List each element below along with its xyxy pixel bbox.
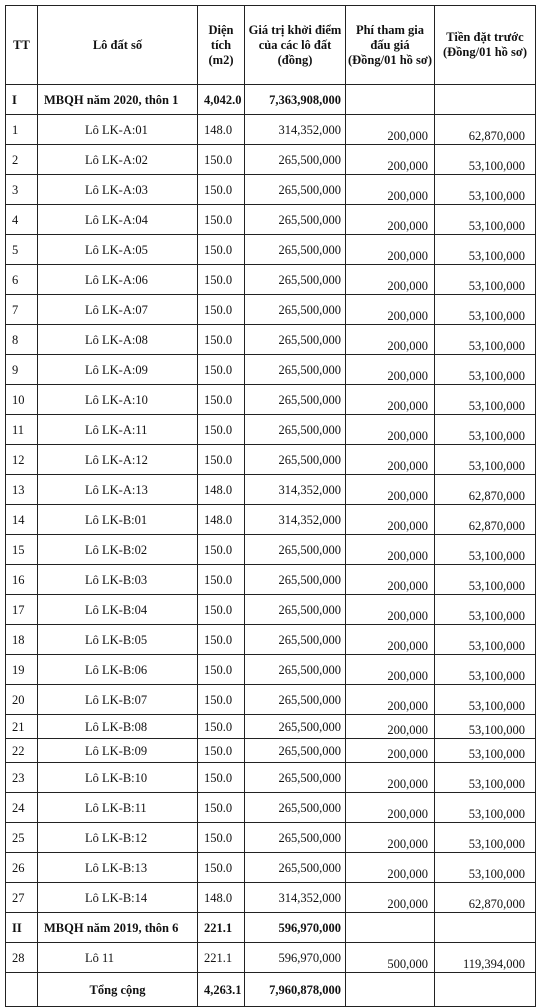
- header-lot: Lô đất số: [38, 6, 198, 85]
- row-area: 150.0: [198, 385, 245, 415]
- row-deposit: 53,100,000: [435, 445, 536, 475]
- total-label: Tổng cộng: [38, 973, 198, 1007]
- row-area: 150.0: [198, 325, 245, 355]
- document-page: [5, 5, 535, 1007]
- row-lot: Lô LK-A:05: [38, 235, 198, 265]
- row-fee: 200,000: [346, 265, 435, 295]
- row-lot: Lô LK-A:06: [38, 265, 198, 295]
- row-fee: 200,000: [346, 205, 435, 235]
- table-row: [6, 823, 536, 853]
- row-fee: 200,000: [346, 505, 435, 535]
- table-row: [6, 739, 536, 763]
- row-value: 265,500,000: [245, 265, 346, 295]
- table-row: [6, 295, 536, 325]
- row-fee: 200,000: [346, 595, 435, 625]
- row-number: 18: [6, 625, 38, 655]
- total-fee: [346, 973, 435, 1007]
- row-fee: 200,000: [346, 853, 435, 883]
- row-fee: 200,000: [346, 763, 435, 793]
- row-value: 265,500,000: [245, 655, 346, 685]
- total-area: 4,263.1: [198, 973, 245, 1007]
- row-deposit: 53,100,000: [435, 823, 536, 853]
- row-value: 314,352,000: [245, 115, 346, 145]
- table-row: [6, 793, 536, 823]
- row-lot: Lô LK-B:04: [38, 595, 198, 625]
- row-deposit: 62,870,000: [435, 505, 536, 535]
- row-deposit: 53,100,000: [435, 715, 536, 739]
- row-deposit: 53,100,000: [435, 739, 536, 763]
- section-row: [6, 85, 536, 115]
- row-number: 28: [6, 943, 38, 973]
- row-deposit: 53,100,000: [435, 595, 536, 625]
- table-row: [6, 475, 536, 505]
- row-fee: 200,000: [346, 415, 435, 445]
- header-fee: Phí tham gia đấu giá (Đồng/01 hồ sơ): [346, 6, 435, 85]
- row-value: 265,500,000: [245, 145, 346, 175]
- row-number: 5: [6, 235, 38, 265]
- table-row: [6, 505, 536, 535]
- row-area: 150.0: [198, 853, 245, 883]
- row-deposit: 119,394,000: [435, 943, 536, 973]
- row-number: 3: [6, 175, 38, 205]
- row-fee: 200,000: [346, 739, 435, 763]
- section-deposit: [435, 85, 536, 115]
- section-number: I: [6, 85, 38, 115]
- table-row: [6, 943, 536, 973]
- row-fee: 200,000: [346, 115, 435, 145]
- row-lot: Lô LK-B:13: [38, 853, 198, 883]
- row-fee: 200,000: [346, 565, 435, 595]
- row-deposit: 53,100,000: [435, 385, 536, 415]
- row-lot: Lô LK-A:02: [38, 145, 198, 175]
- row-lot: Lô LK-A:10: [38, 385, 198, 415]
- table-row: [6, 565, 536, 595]
- row-number: 23: [6, 763, 38, 793]
- row-area: 150.0: [198, 655, 245, 685]
- row-lot: Lô LK-A:07: [38, 295, 198, 325]
- row-fee: 200,000: [346, 385, 435, 415]
- row-fee: 200,000: [346, 355, 435, 385]
- row-lot: Lô LK-B:07: [38, 685, 198, 715]
- row-deposit: 53,100,000: [435, 535, 536, 565]
- row-deposit: 53,100,000: [435, 205, 536, 235]
- row-number: 24: [6, 793, 38, 823]
- row-lot: Lô LK-A:12: [38, 445, 198, 475]
- row-fee: 200,000: [346, 295, 435, 325]
- row-number: 7: [6, 295, 38, 325]
- row-number: 13: [6, 475, 38, 505]
- row-deposit: 53,100,000: [435, 325, 536, 355]
- row-number: 19: [6, 655, 38, 685]
- row-area: 150.0: [198, 685, 245, 715]
- row-value: 265,500,000: [245, 595, 346, 625]
- section-name: MBQH năm 2020, thôn 1: [38, 85, 198, 115]
- row-deposit: 53,100,000: [435, 655, 536, 685]
- section-deposit: [435, 913, 536, 943]
- row-area: 150.0: [198, 445, 245, 475]
- row-deposit: 53,100,000: [435, 793, 536, 823]
- row-area: 221.1: [198, 943, 245, 973]
- row-fee: 200,000: [346, 145, 435, 175]
- row-lot: Lô LK-A:09: [38, 355, 198, 385]
- row-lot: Lô LK-A:01: [38, 115, 198, 145]
- row-lot: Lô LK-B:14: [38, 883, 198, 913]
- row-value: 265,500,000: [245, 175, 346, 205]
- row-deposit: 53,100,000: [435, 853, 536, 883]
- row-number: 2: [6, 145, 38, 175]
- row-area: 150.0: [198, 145, 245, 175]
- row-deposit: 53,100,000: [435, 565, 536, 595]
- row-area: 148.0: [198, 883, 245, 913]
- row-value: 265,500,000: [245, 535, 346, 565]
- row-fee: 200,000: [346, 883, 435, 913]
- section-fee: [346, 913, 435, 943]
- row-fee: 200,000: [346, 325, 435, 355]
- row-deposit: 62,870,000: [435, 115, 536, 145]
- row-fee: 200,000: [346, 823, 435, 853]
- total-value: 7,960,878,000: [245, 973, 346, 1007]
- row-lot: Lô LK-A:08: [38, 325, 198, 355]
- row-lot: Lô LK-B:08: [38, 715, 198, 739]
- table-row: [6, 385, 536, 415]
- section-row: [6, 913, 536, 943]
- row-fee: 200,000: [346, 793, 435, 823]
- row-fee: 200,000: [346, 655, 435, 685]
- row-deposit: 53,100,000: [435, 355, 536, 385]
- row-number: 4: [6, 205, 38, 235]
- section-area: 221.1: [198, 913, 245, 943]
- table-row: [6, 625, 536, 655]
- row-area: 148.0: [198, 505, 245, 535]
- section-area: 4,042.0: [198, 85, 245, 115]
- table-row: [6, 235, 536, 265]
- row-value: 265,500,000: [245, 385, 346, 415]
- section-name: MBQH năm 2019, thôn 6: [38, 913, 198, 943]
- row-number: 12: [6, 445, 38, 475]
- row-value: 265,500,000: [245, 565, 346, 595]
- row-area: 150.0: [198, 295, 245, 325]
- row-area: 150.0: [198, 625, 245, 655]
- table-row: [6, 655, 536, 685]
- row-area: 150.0: [198, 823, 245, 853]
- table-row: [6, 115, 536, 145]
- row-fee: 500,000: [346, 943, 435, 973]
- row-fee: 200,000: [346, 535, 435, 565]
- row-area: 150.0: [198, 265, 245, 295]
- row-fee: 200,000: [346, 715, 435, 739]
- row-lot: Lô LK-B:05: [38, 625, 198, 655]
- row-value: 596,970,000: [245, 943, 346, 973]
- row-area: 150.0: [198, 535, 245, 565]
- row-number: 25: [6, 823, 38, 853]
- row-deposit: 53,100,000: [435, 685, 536, 715]
- row-number: 11: [6, 415, 38, 445]
- auction-lots-table: [5, 5, 536, 1007]
- row-area: 150.0: [198, 355, 245, 385]
- row-deposit: 53,100,000: [435, 175, 536, 205]
- row-number: 27: [6, 883, 38, 913]
- table-row: [6, 595, 536, 625]
- row-area: 150.0: [198, 565, 245, 595]
- table-row: [6, 685, 536, 715]
- total-deposit: [435, 973, 536, 1007]
- table-row: [6, 715, 536, 739]
- row-lot: Lô LK-B:09: [38, 739, 198, 763]
- row-fee: 200,000: [346, 445, 435, 475]
- row-fee: 200,000: [346, 235, 435, 265]
- row-value: 265,500,000: [245, 205, 346, 235]
- total-row: [6, 973, 536, 1007]
- row-area: 150.0: [198, 739, 245, 763]
- header-value: Giá trị khởi điểm của các lô đất (đồng): [245, 6, 346, 85]
- row-area: 148.0: [198, 475, 245, 505]
- row-fee: 200,000: [346, 685, 435, 715]
- row-lot: Lô 11: [38, 943, 198, 973]
- header-deposit: Tiền đặt trước (Đồng/01 hồ sơ): [435, 6, 536, 85]
- row-lot: Lô LK-B:03: [38, 565, 198, 595]
- row-deposit: 53,100,000: [435, 295, 536, 325]
- row-value: 265,500,000: [245, 625, 346, 655]
- row-lot: Lô LK-A:03: [38, 175, 198, 205]
- row-number: 17: [6, 595, 38, 625]
- row-lot: Lô LK-B:02: [38, 535, 198, 565]
- table-row: [6, 355, 536, 385]
- table-row: [6, 175, 536, 205]
- row-deposit: 53,100,000: [435, 235, 536, 265]
- row-lot: Lô LK-B:12: [38, 823, 198, 853]
- row-value: 265,500,000: [245, 715, 346, 739]
- table-row: [6, 883, 536, 913]
- row-lot: Lô LK-B:01: [38, 505, 198, 535]
- row-fee: 200,000: [346, 625, 435, 655]
- row-lot: Lô LK-B:10: [38, 763, 198, 793]
- table-row: [6, 145, 536, 175]
- section-fee: [346, 85, 435, 115]
- row-value: 265,500,000: [245, 445, 346, 475]
- row-number: 9: [6, 355, 38, 385]
- table-row: [6, 325, 536, 355]
- row-number: 8: [6, 325, 38, 355]
- header-tt: TT: [6, 6, 38, 85]
- row-number: 1: [6, 115, 38, 145]
- row-value: 265,500,000: [245, 685, 346, 715]
- table-row: [6, 535, 536, 565]
- row-deposit: 53,100,000: [435, 763, 536, 793]
- total-tt: [6, 973, 38, 1007]
- row-area: 150.0: [198, 205, 245, 235]
- row-deposit: 53,100,000: [435, 415, 536, 445]
- row-deposit: 62,870,000: [435, 883, 536, 913]
- section-value: 7,363,908,000: [245, 85, 346, 115]
- row-value: 265,500,000: [245, 823, 346, 853]
- row-value: 265,500,000: [245, 793, 346, 823]
- row-value: 265,500,000: [245, 739, 346, 763]
- row-number: 14: [6, 505, 38, 535]
- row-deposit: 53,100,000: [435, 145, 536, 175]
- row-number: 22: [6, 739, 38, 763]
- row-lot: Lô LK-A:04: [38, 205, 198, 235]
- row-value: 265,500,000: [245, 763, 346, 793]
- row-value: 265,500,000: [245, 325, 346, 355]
- row-value: 265,500,000: [245, 853, 346, 883]
- row-area: 150.0: [198, 793, 245, 823]
- row-area: 148.0: [198, 115, 245, 145]
- table-row: [6, 445, 536, 475]
- row-area: 150.0: [198, 763, 245, 793]
- row-number: 21: [6, 715, 38, 739]
- row-value: 314,352,000: [245, 883, 346, 913]
- row-lot: Lô LK-B:06: [38, 655, 198, 685]
- table-row: [6, 853, 536, 883]
- row-lot: Lô LK-B:11: [38, 793, 198, 823]
- row-area: 150.0: [198, 595, 245, 625]
- table-row: [6, 205, 536, 235]
- row-number: 20: [6, 685, 38, 715]
- row-value: 314,352,000: [245, 505, 346, 535]
- table-header-row: [6, 6, 536, 85]
- section-number: II: [6, 913, 38, 943]
- row-deposit: 62,870,000: [435, 475, 536, 505]
- row-value: 265,500,000: [245, 235, 346, 265]
- table-row: [6, 415, 536, 445]
- row-area: 150.0: [198, 235, 245, 265]
- row-number: 10: [6, 385, 38, 415]
- table-body: [6, 85, 536, 1007]
- section-value: 596,970,000: [245, 913, 346, 943]
- row-deposit: 53,100,000: [435, 625, 536, 655]
- table-row: [6, 265, 536, 295]
- row-area: 150.0: [198, 175, 245, 205]
- table-row: [6, 763, 536, 793]
- row-number: 26: [6, 853, 38, 883]
- row-lot: Lô LK-A:11: [38, 415, 198, 445]
- row-number: 6: [6, 265, 38, 295]
- row-fee: 200,000: [346, 475, 435, 505]
- row-value: 265,500,000: [245, 295, 346, 325]
- row-number: 16: [6, 565, 38, 595]
- row-value: 265,500,000: [245, 355, 346, 385]
- row-number: 15: [6, 535, 38, 565]
- row-deposit: 53,100,000: [435, 265, 536, 295]
- row-lot: Lô LK-A:13: [38, 475, 198, 505]
- row-area: 150.0: [198, 715, 245, 739]
- row-fee: 200,000: [346, 175, 435, 205]
- row-area: 150.0: [198, 415, 245, 445]
- header-area: Diện tích (m2): [198, 6, 245, 85]
- row-value: 265,500,000: [245, 415, 346, 445]
- row-value: 314,352,000: [245, 475, 346, 505]
